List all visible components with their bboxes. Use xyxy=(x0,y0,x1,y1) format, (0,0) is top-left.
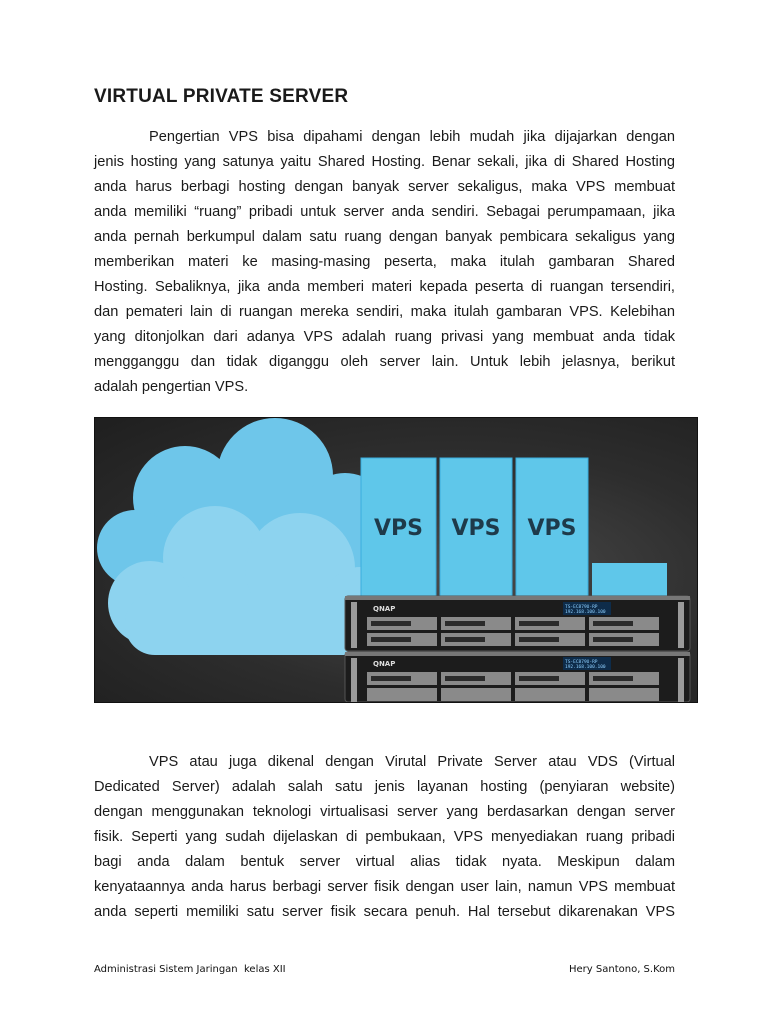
paragraph-line: Hosting. Sebaliknya, jika anda memberi materi kepada peserta di ruangan tersendiri, xyxy=(94,279,675,295)
paragraph-line: anda seperti memiliki satu server fisik secara penuh. Hal tersebut dikarenakan VPS xyxy=(94,904,675,920)
paragraph-line: anda harus berbagi hosting dengan banyak server sekaligus, maka VPS membuat xyxy=(94,179,675,195)
paragraph-line: mengganggu dan tidak diganggu oleh server lain. Untuk lebih jelasnya, berikut xyxy=(94,354,675,370)
vps-illustration-svg xyxy=(95,418,697,702)
paragraph-line: kenyataannya anda harus berbagi server fisik dengan user lain, namun VPS membuat xyxy=(94,879,675,895)
paragraph-line: adalah pengertian VPS. xyxy=(94,379,249,395)
server-unit xyxy=(345,596,690,651)
paragraph-line: dengan menggunakan teknologi virtualisasi server yang berdasarkan dengan server xyxy=(94,804,675,820)
vps-label: VPS xyxy=(451,516,501,541)
paragraph-line: Dedicated Server) adalah salah satu jenis layanan hosting (penyiaran website) xyxy=(94,779,675,795)
paragraph-line: fisik. Seperti yang sudah dijelaskan di pembukaan, VPS menyediakan ruang pribadi xyxy=(94,829,675,845)
lcd-text: TS-EC879U-RP xyxy=(565,660,598,665)
paragraph-line: memberikan materi ke masing-masing peserta, maka itulah gambaran Shared xyxy=(94,254,675,270)
vps-label: VPS xyxy=(374,516,423,541)
server-unit xyxy=(345,652,690,702)
paragraph-line: jenis hosting yang satunya yaitu Shared Hosting. Benar sekali, jika di Shared Hosting xyxy=(94,154,675,170)
lcd-text: TS-EC879U-RP xyxy=(565,605,598,610)
lcd-text: 192.168.100.100 xyxy=(565,665,606,670)
paragraph-line: anda memiliki “ruang” pribadi untuk server anda sendiri. Sebagai perumpamaan, jika xyxy=(94,204,675,220)
paragraph-line: yang ditonjolkan dari adanya VPS adalah ruang privasi yang membuat anda tidak xyxy=(94,329,675,345)
paragraph-line: dan pemateri lain di ruangan mereka sendiri, maka itulah gambaran VPS. Kelebihan xyxy=(94,304,675,320)
paragraph-line: VPS atau juga dikenal dengan Virutal Private Server atau VDS (Virtual xyxy=(149,754,675,770)
paragraph-vps-definition xyxy=(94,750,675,925)
paragraph-line: Pengertian VPS bisa dipahami dengan lebih mudah jika dijajarkan dengan xyxy=(149,129,675,145)
vps-panel xyxy=(361,458,436,603)
brand-label: QNAP xyxy=(373,660,396,668)
paragraph-line: anda pernah berkumpul dalam satu ruang dengan banyak pembicara sekaligus yang xyxy=(94,229,675,245)
vps-illustration xyxy=(94,417,698,703)
paragraph-intro xyxy=(94,125,675,400)
footer-course: Administrasi Sistem Jaringan kelas XII xyxy=(94,964,286,975)
brand-label: QNAP xyxy=(373,605,396,613)
paragraph-line: bagi anda dalam bentuk server virtual alias tidak nyata. Meskipun dalam xyxy=(94,854,675,870)
lcd-text: 192.168.100.100 xyxy=(565,610,606,615)
footer-author: Hery Santono, S.Kom xyxy=(569,964,675,975)
vps-panel xyxy=(516,458,588,603)
vps-panel xyxy=(440,458,512,603)
page-title: VIRTUAL PRIVATE SERVER xyxy=(94,86,349,107)
vps-label: VPS xyxy=(527,516,577,541)
